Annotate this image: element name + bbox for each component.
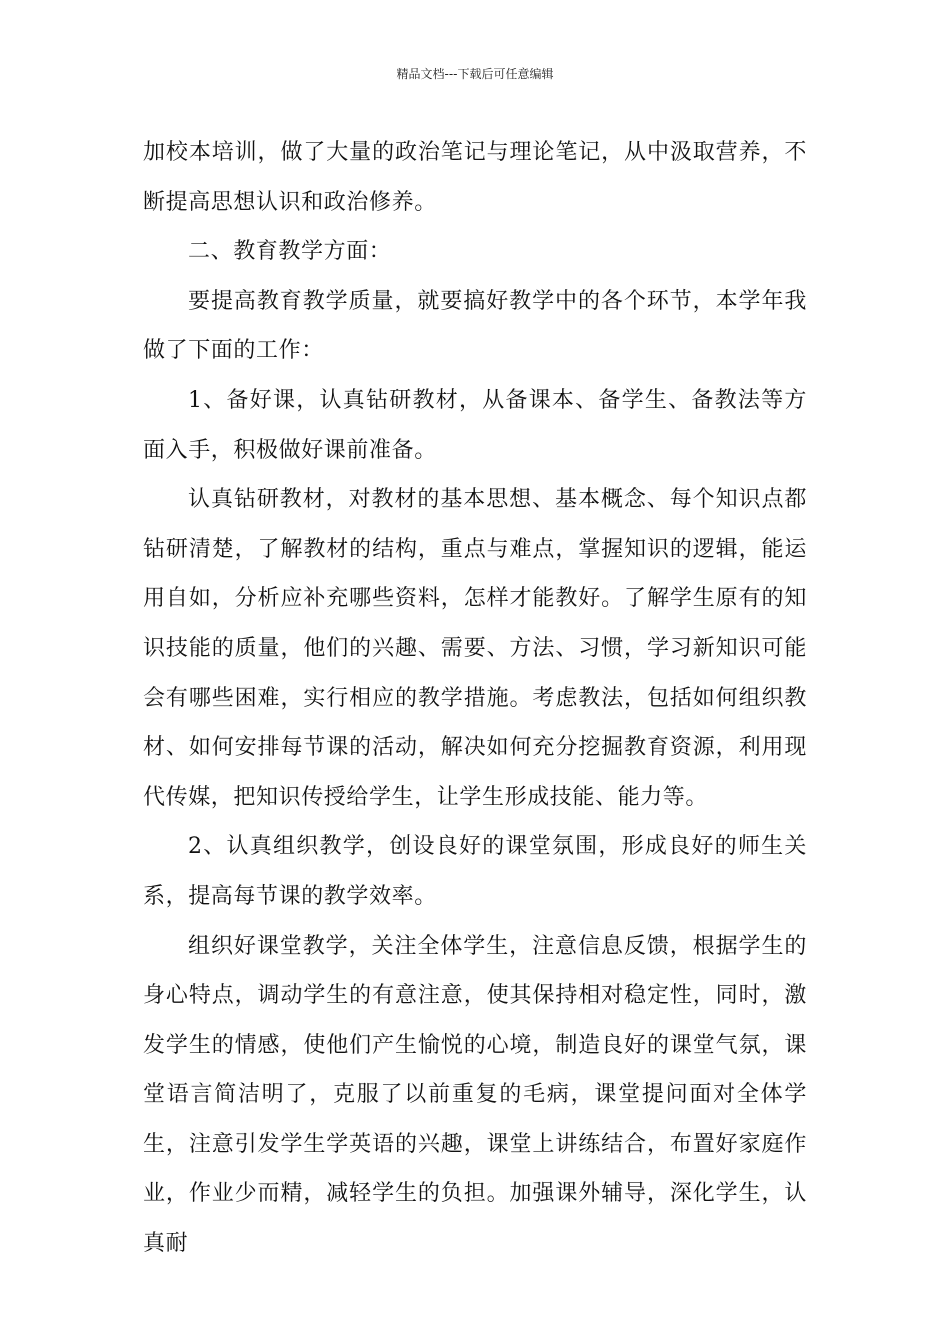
section-heading-teaching: 二、教育教学方面： <box>188 239 392 265</box>
list-item-2-heading: 2、认真组织教学，创设良好的课堂氛围，形成良好的师生关系，提高每节课的教学效率。 <box>143 834 807 909</box>
document-body <box>143 128 807 1269</box>
list-item-1-heading: 1、备好课，认真钻研教材，从备课本、备学生、备教法等方面入手，积极做好课前准备。 <box>143 387 807 463</box>
paragraph-lesson-prep: 认真钻研教材，对教材的基本思想、基本概念、每个知识点都钻研清楚，了解教材的结构，重点与难点，掌握知识的逻辑，能运用自如，分析应补充哪些资料，怎样才能教好。了解学生原有的知识技能的质量，他们的兴趣、需要、方法、习惯，学习新知识可能会有哪些困难，实行相应的教学措施。考虑教法，包括如何组织教材、如何安排每节课的活动，解决如何充分挖掘教育资源，利用现代传媒，把知识传授给学生，让学生形成技能、能力等。 <box>143 487 807 810</box>
paragraph-intro: 要提高教育教学质量，就要搞好教学中的各个环节，本学年我做了下面的工作： <box>143 288 807 364</box>
paragraph-continuation: 加校本培训，做了大量的政治笔记与理论笔记，从中汲取营养，不断提高思想认识和政治修养。 <box>143 140 807 215</box>
page-header: 精品文档---下载后可任意编辑 <box>396 67 554 81</box>
paragraph-classroom: 组织好课堂教学，关注全体学生，注意信息反馈，根据学生的身心特点，调动学生的有意注意，使其保持相对稳定性，同时，激发学生的情感，使他们产生愉悦的心境，制造良好的课堂气氛，课堂语言简洁明了，克服了以前重复的毛病，课堂提问面对全体学生，注意引发学生学英语的兴趣，课堂上讲练结合，布置好家庭作业，作业少而精，减轻学生的负担。加强课外辅导，深化学生，认真耐 <box>143 933 807 1257</box>
